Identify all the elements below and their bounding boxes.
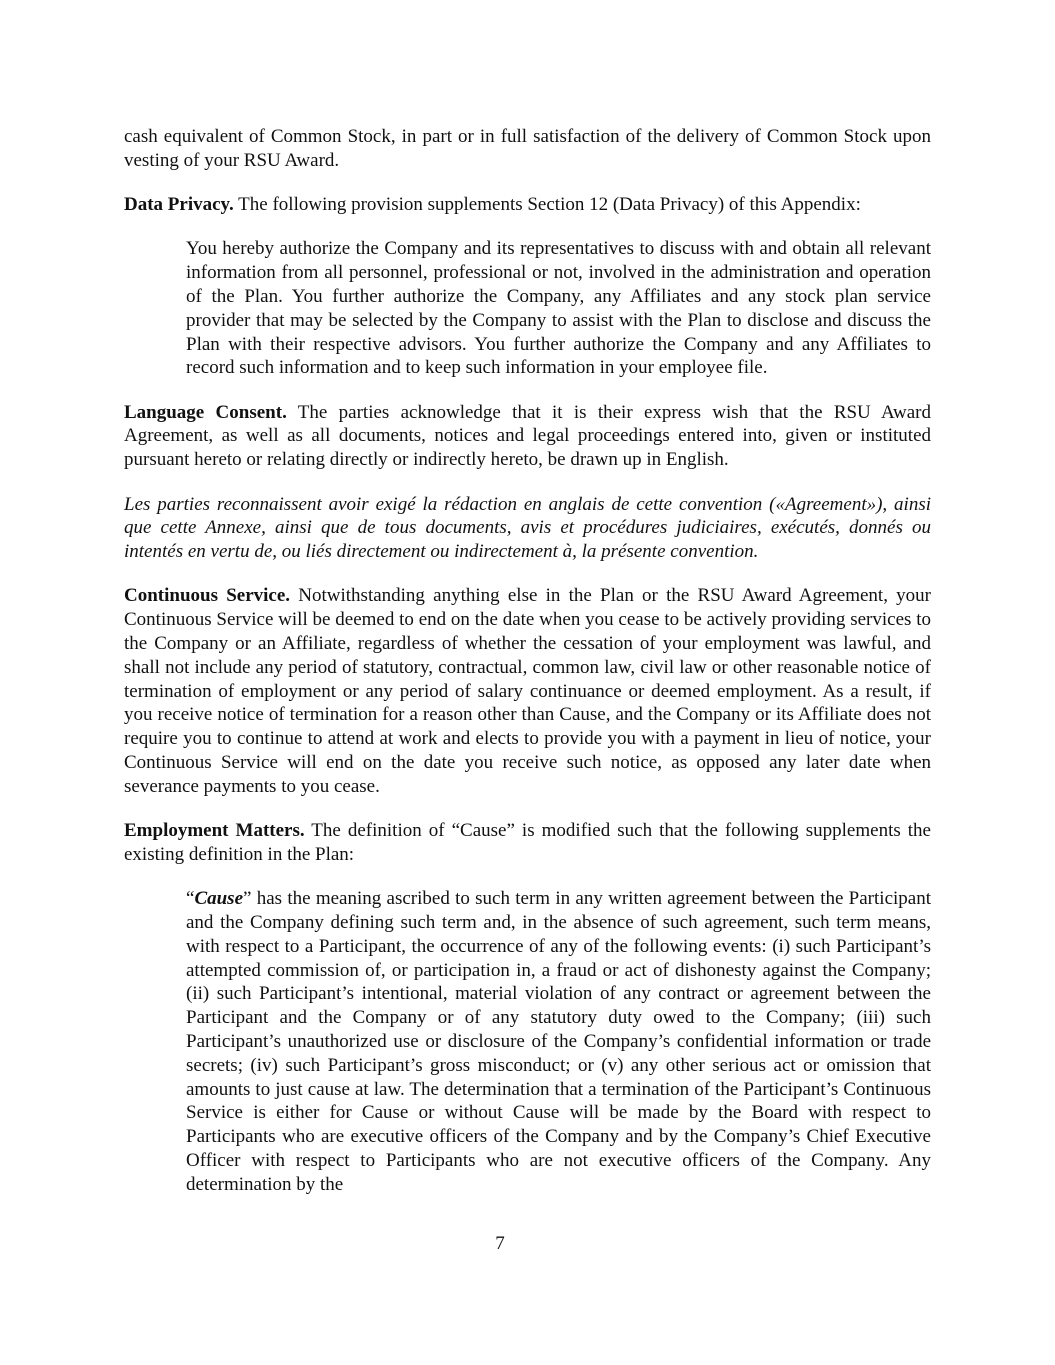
- language-consent-heading: Language Consent.: [124, 401, 287, 423]
- language-consent-paragraph: [124, 401, 931, 472]
- employment-matters-paragraph: [124, 819, 931, 867]
- cause-term: Cause: [194, 888, 244, 910]
- employment-matters-text: The definition of “Cause” is modified such that the following supplements the existing definition in the Plan:: [124, 820, 931, 865]
- cause-quote-open: “: [186, 888, 195, 910]
- data-privacy-text: The following provision supplements Section 12 (Data Privacy) of this Appendix:: [233, 194, 861, 216]
- language-consent-french: Les parties reconnaissent avoir exigé la rédaction en anglais de cette convention («Agreement»), ainsi que cette Annexe, ainsi que de tous documents, avis et procédures judiciaires, exécutés, donnés ou intentés en vertu de, ou liés directement ou indirectement à, la présente convention.: [124, 493, 931, 563]
- page-body: [124, 125, 931, 1217]
- continuous-service-paragraph: [124, 584, 931, 798]
- continuous-service-heading: Continuous Service.: [124, 585, 291, 607]
- cause-definition-quote: [186, 887, 931, 1196]
- data-privacy-heading: Data Privacy.: [124, 194, 234, 216]
- continued-paragraph: cash equivalent of Common Stock, in part or in full satisfaction of the delivery of Common Stock upon vesting of your RSU Award.: [124, 126, 931, 171]
- data-privacy-quote: You hereby authorize the Company and its representatives to discuss with and obtain all relevant information from all personnel, professional or not, involved in the administration and operation of the Plan. You further authorize the Company, any Affiliates and any stock plan service provider that may be selected by the Company to assist with the Plan to disclose and discuss the Plan with their respective advisors. You further authorize the Company and any Affiliates to record such information and to keep such information in your employee file.: [186, 238, 931, 379]
- language-consent-text: The parties acknowledge that it is their express wish that the RSU Award Agreement, as well as all documents, notices and legal proceedings entered into, given or instituted pursuant hereto or relating directly or indirectly hereto, be drawn up in English.: [124, 401, 932, 471]
- continuous-service-text: Notwithstanding anything else in the Plan or the RSU Award Agreement, your Continuous Service will be deemed to end on the date when you cease to be actively providing services to the Company or an Affiliate, regardless of whether the cessation of your employment was lawful, and shall not include any period of statutory, contractual, common law, civil law or other reasonable notice of termination of employment or any period of salary continuance or deemed employment. As a result, if you receive notice of termination for a reason other than Cause, and the Company or its Affiliate does not require you to continue to attend at work and elects to provide you with a payment in lieu of notice, your Continuous Service will end on the date you receive such notice, as opposed any later date when severance payments to you cease.: [124, 585, 931, 797]
- page-number: 7: [495, 1233, 505, 1254]
- cause-definition-text: ” has the meaning ascribed to such term in any written agreement between the Participant and the Company defining such term and, in the absence of such agreement, such term means, with respect to a Participant, the occurrence of any of the following events: (i) such Participant’s attempted commission of, or participation in, a fraud or act of dishonesty against the Company; (ii) such Participant’s intentional, material violation of any contract or agreement between the Participant and the Company or of any statutory duty owed to the Company; (iii) such Participant’s unauthorized use or disclosure of the Company’s confidential information or trade secrets; (iv) such Participant’s gross misconduct; or (v) any other serious act or omission that amounts to just cause at law. The determination that a termination of the Participant’s Continuous Service is either for Cause or without Cause will be made by the Board with respect to Participants who are executive officers of the Company and by the Company’s Chief Executive Officer with respect to Participants who are not executive officers of the Company. Any determination by the: [186, 888, 931, 1195]
- data-privacy-paragraph: [124, 193, 931, 217]
- employment-matters-heading: Employment Matters.: [124, 820, 305, 842]
